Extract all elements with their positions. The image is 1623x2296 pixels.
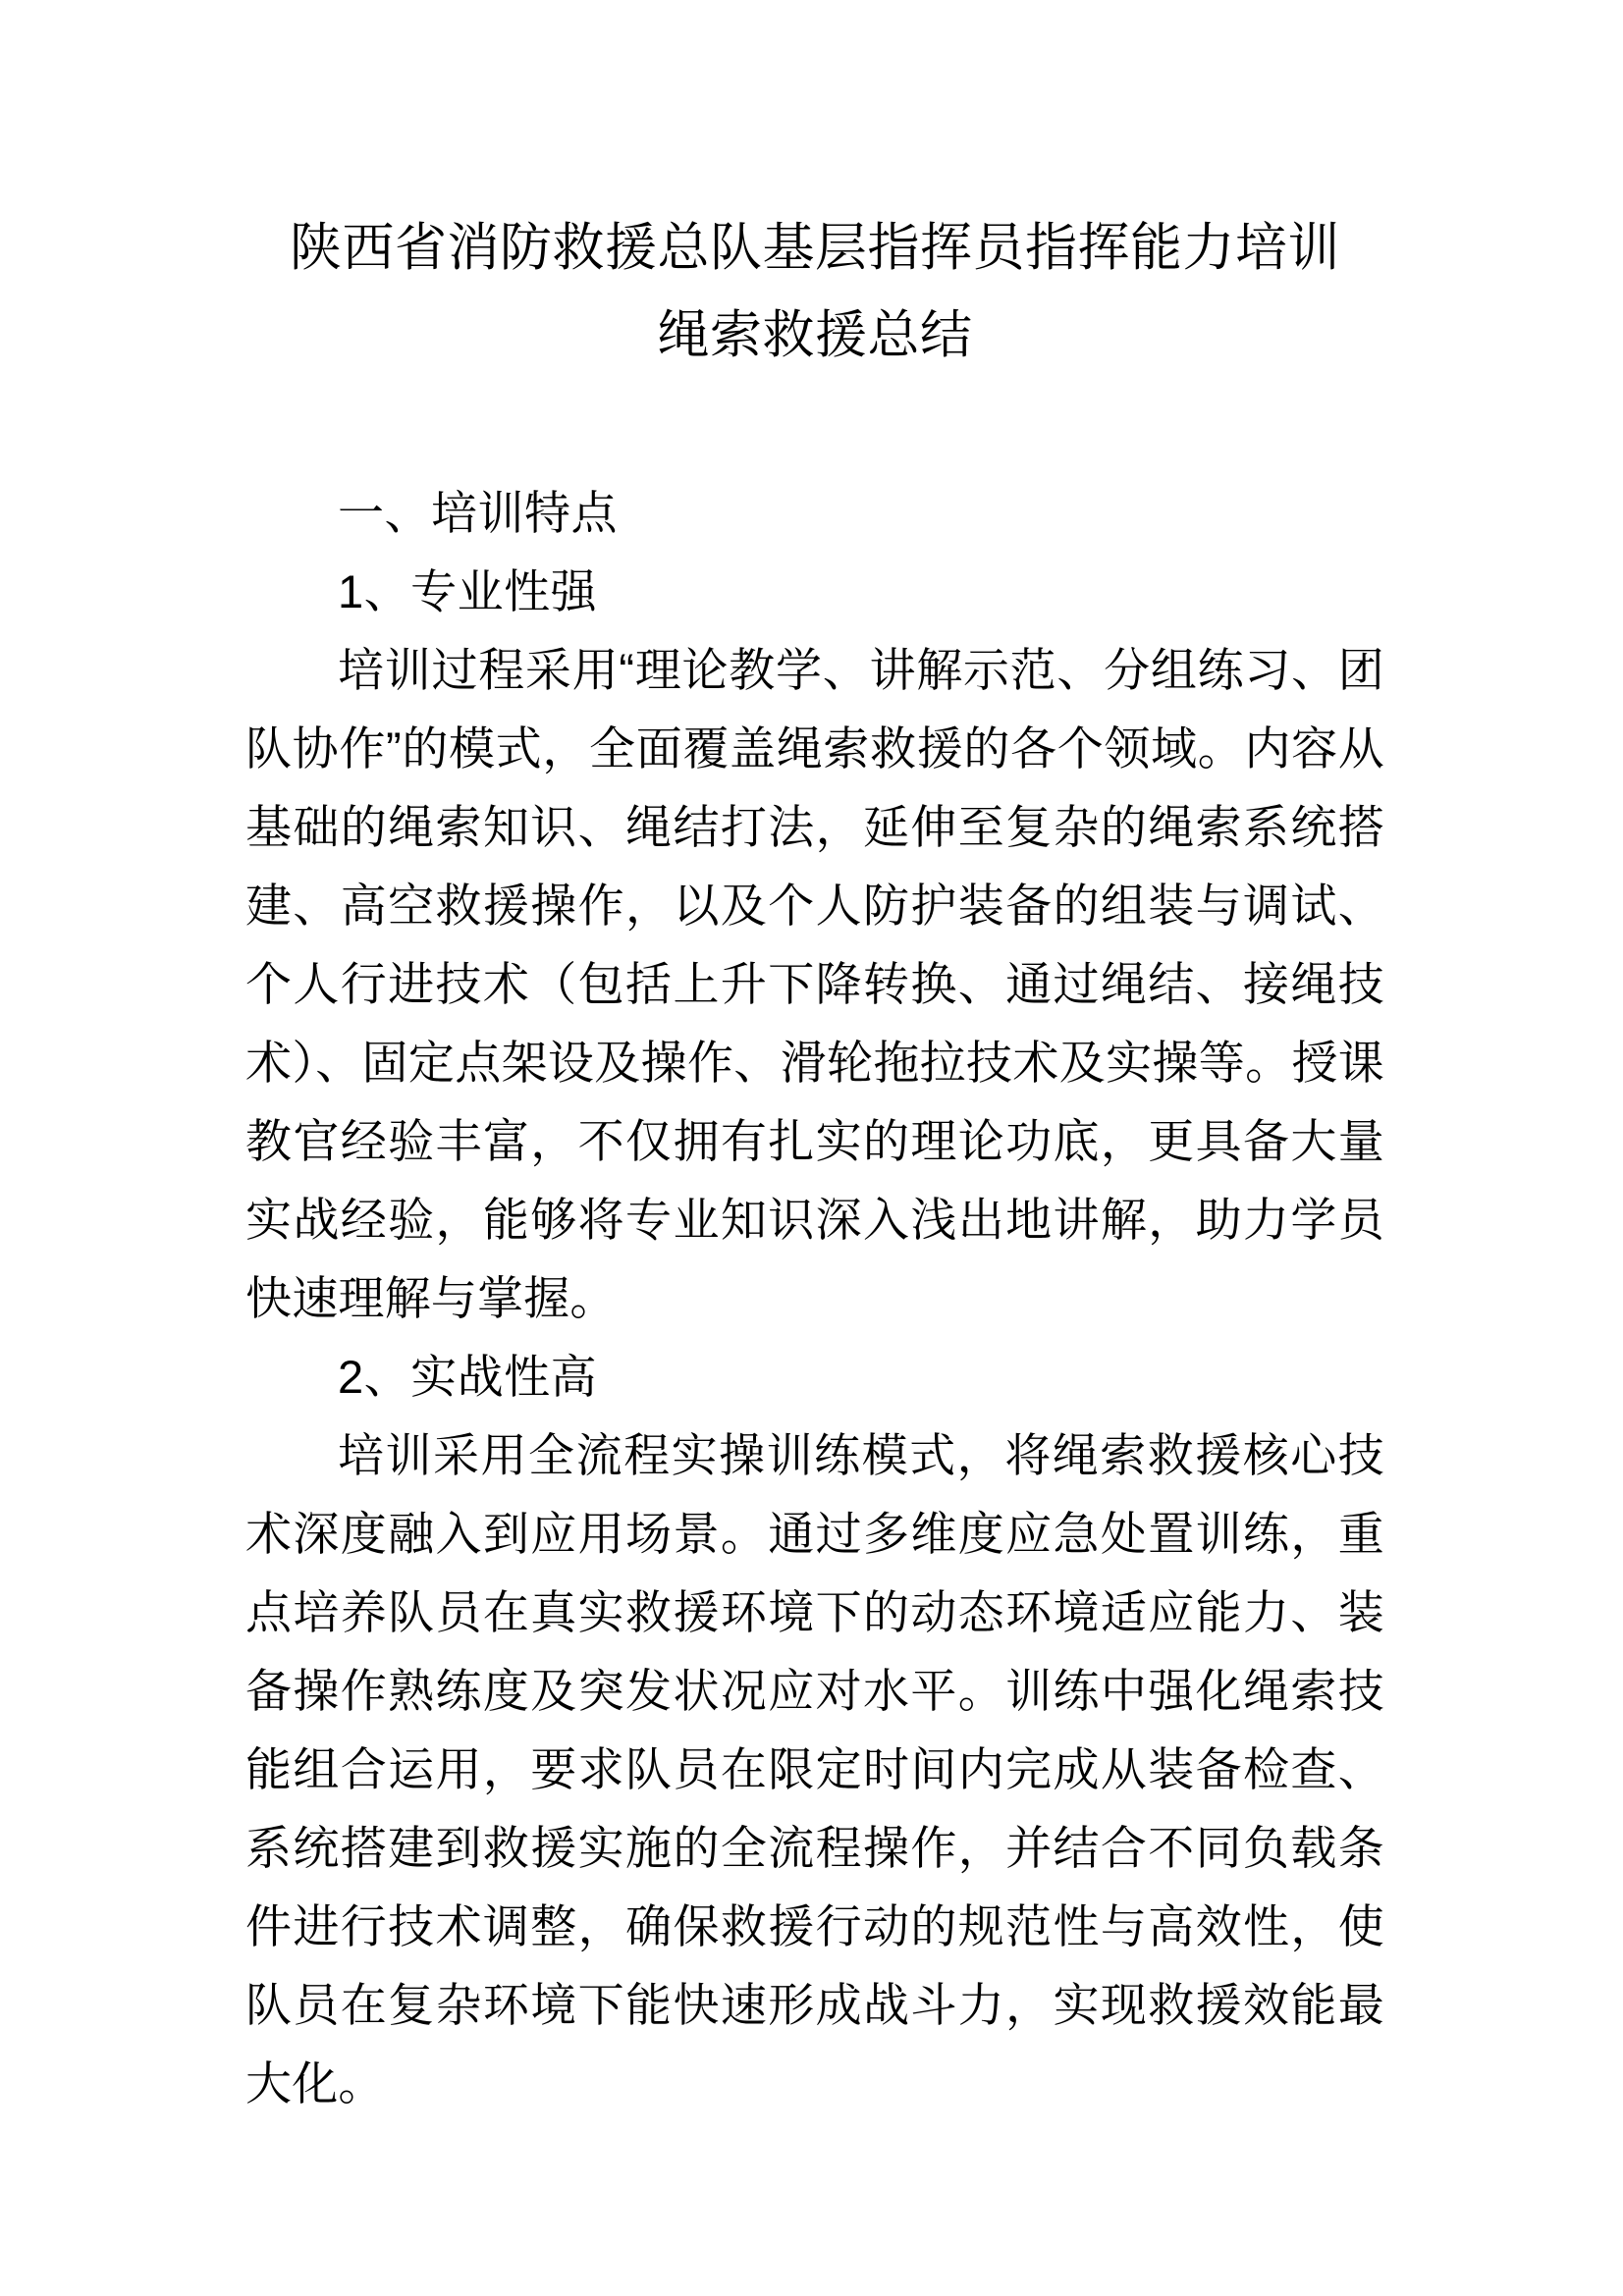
document-body: [245, 0, 1384, 2123]
subsection-heading-1-2: 2、实战性高: [338, 1351, 598, 1403]
section-heading-1: 一、培训特点: [338, 487, 618, 539]
subsection-paragraph-1-1: 培训过程采用“理论教学、讲解示范、分组练习、团队协作”的模式，全面覆盖绳索救援的各个领域。内容从基础的绳索知识、绳结打法，延伸至复杂的绳索系统搭建、高空救援操作，以及个人防护装备的组装与调试、个人行进技术（包括上升下降转换、通过绳结、接绳技术）、固定点架设及操作、滑轮拖拉技术及实操等。授课教官经验丰富，不仅拥有扎实的理论功底，更具备大量实战经验，能够将专业知识深入浅出地讲解，助力学员快速理解与掌握。: [245, 644, 1384, 1324]
document-title-line-2: 绳索救援总结: [657, 306, 973, 364]
document-title-line-1: 陕西省消防救援总队基层指挥员指挥能力培训: [290, 219, 1340, 277]
subsection-heading-1-1: 1、专业性强: [338, 565, 598, 617]
subsection-paragraph-1-2: 培训采用全流程实操训练模式，将绳索救援核心技术深度融入到应用场景。通过多维度应急处置训练，重点培养队员在真实救援环境下的动态环境适应能力、装备操作熟练度及突发状况应对水平。训练中强化绳索技能组合运用，要求队员在限定时间内完成从装备检查、系统搭建到救援实施的全流程操作，并结合不同负载条件进行技术调整，确保救援行动的规范性与高效性，使队员在复杂环境下能快速形成战斗力，实现救援效能最大化。: [245, 1429, 1384, 2109]
